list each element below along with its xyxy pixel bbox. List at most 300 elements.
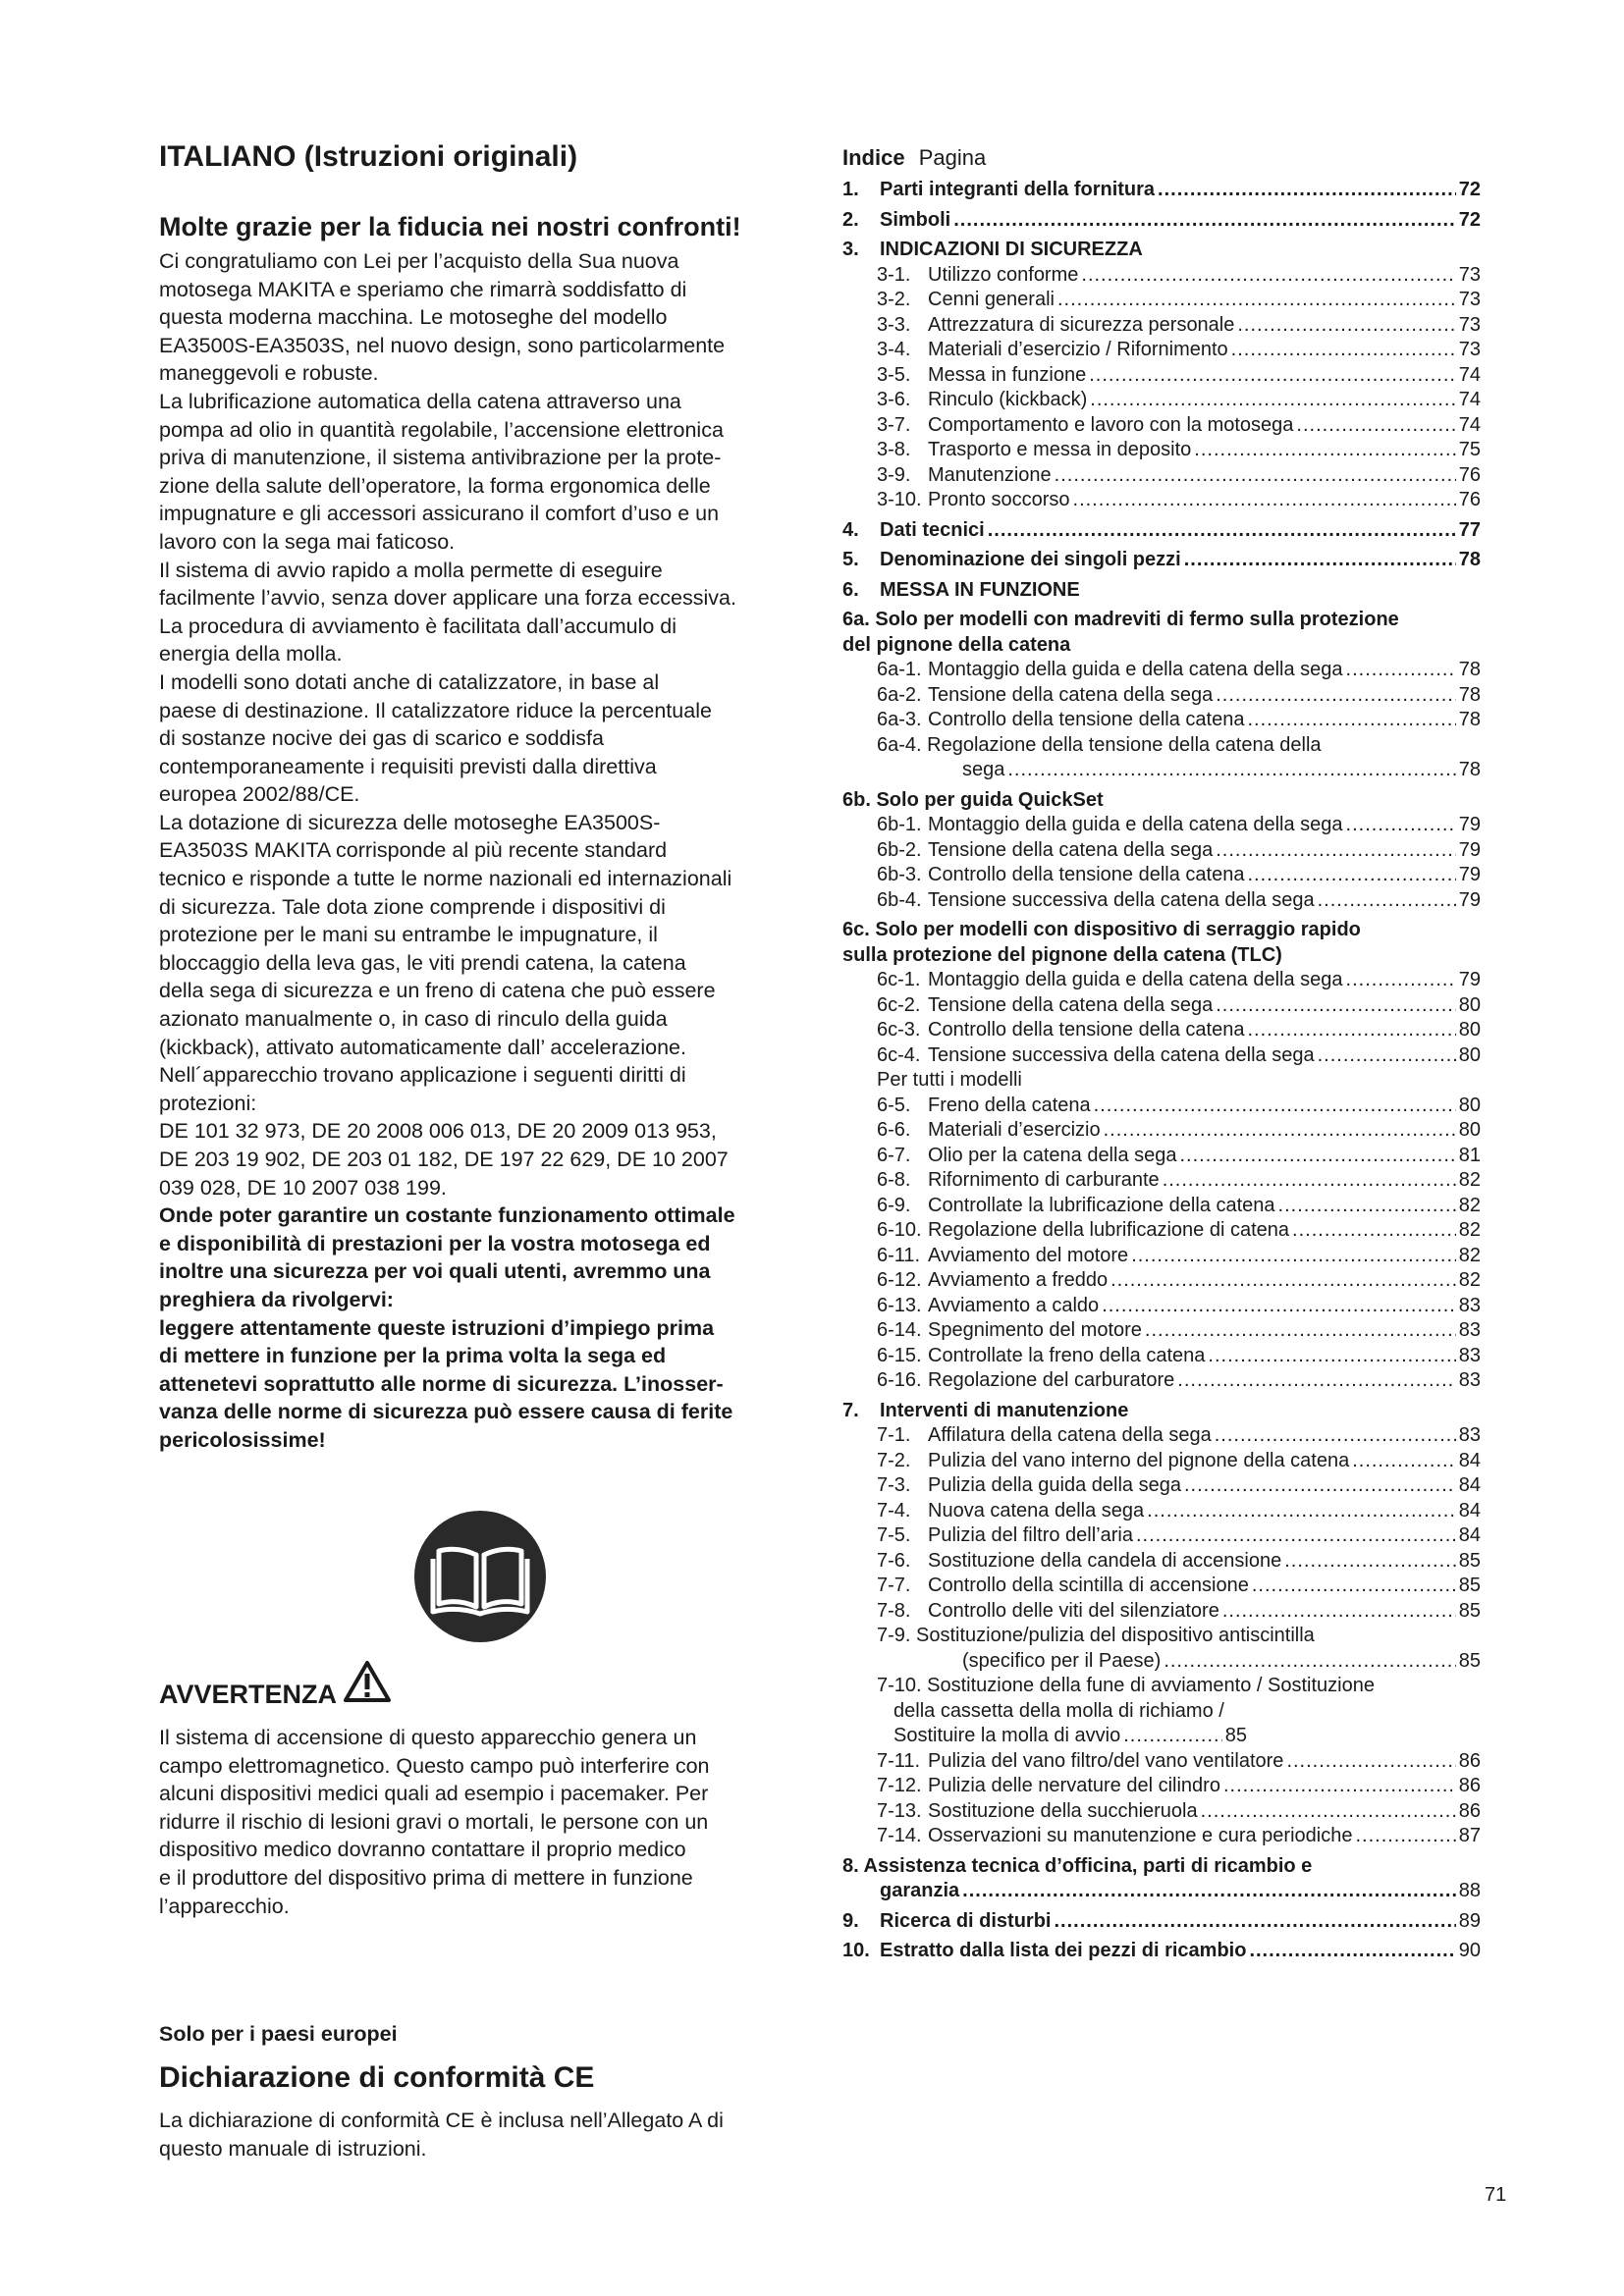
toc-page: 85 xyxy=(1458,1599,1481,1622)
toc-text: Spegnimento del motore xyxy=(928,1319,1142,1341)
text-line: priva di manutenzione, il sistema antivibrazione per la prote- xyxy=(159,446,722,470)
toc-leader xyxy=(1247,863,1455,888)
toc-entry[interactable] xyxy=(842,1523,1481,1549)
toc-leader xyxy=(1286,1749,1455,1775)
toc-entry[interactable] xyxy=(842,1423,1481,1449)
toc-page: 79 xyxy=(1458,814,1481,835)
toc-leader xyxy=(1110,1268,1456,1294)
toc-section[interactable] xyxy=(842,578,1481,604)
toc-page: 86 xyxy=(1458,1775,1481,1796)
page-number: 71 xyxy=(1485,2184,1507,2206)
toc-entry[interactable] xyxy=(842,178,1481,203)
text-line: dispositivo medico dovranno contattare il proprio medico xyxy=(159,1838,686,1862)
toc-entry[interactable] xyxy=(842,1499,1481,1524)
toc-entry[interactable] xyxy=(842,413,1481,439)
toc-text: della cassetta della molla di richiamo / xyxy=(893,1699,1224,1722)
toc-text: 6a. Solo per modelli con madreviti di fermo sulla protezione xyxy=(842,609,1399,630)
toc-text: Controllo della scintilla di accensione xyxy=(928,1575,1249,1596)
toc-num: 9. xyxy=(842,1909,859,1932)
text-line: di sicurezza. Tale dota zione comprende i dispositivi di xyxy=(159,894,666,919)
toc-num: 7-13. xyxy=(877,1799,922,1822)
toc-entry[interactable] xyxy=(842,683,1481,709)
toc-entry[interactable] xyxy=(842,1094,1481,1119)
toc-num: 6-10. xyxy=(877,1219,922,1241)
toc-page: 83 xyxy=(1458,1319,1481,1341)
toc-section-6c[interactable] xyxy=(842,918,1481,968)
toc-entry[interactable] xyxy=(842,813,1481,838)
toc-page: 83 xyxy=(1458,1294,1481,1316)
toc-num: 10. xyxy=(842,1940,870,1961)
toc-leader xyxy=(1163,1168,1456,1194)
toc-text: Trasporto e messa in deposito xyxy=(928,439,1192,460)
toc-page: 86 xyxy=(1458,1749,1481,1772)
toc-page: 84 xyxy=(1458,1499,1481,1522)
text-line: zione della salute dell’operatore, la forma ergonomica delle xyxy=(159,473,711,498)
toc-num: 7-7. xyxy=(877,1575,911,1596)
toc-num: 6c-4. xyxy=(877,1043,921,1066)
toc-page: 80 xyxy=(1458,993,1481,1016)
toc-leader xyxy=(1284,1549,1456,1575)
toc-leader xyxy=(1184,1473,1456,1499)
toc-num: 7-11. xyxy=(877,1749,921,1772)
text-line: La dichiarazione di conformità CE è inclusa nell’Allegato A di xyxy=(159,2109,724,2132)
toc-text: Controllate la freno della catena xyxy=(928,1344,1206,1366)
toc-page: 78 xyxy=(1458,659,1481,680)
toc-num: 2. xyxy=(842,208,859,231)
toc-page: 85 xyxy=(1224,1725,1247,1746)
toc-page: 82 xyxy=(1458,1244,1481,1266)
toc-num: 3-9. xyxy=(877,463,911,486)
toc-num: 3-7. xyxy=(877,413,911,436)
toc-page: 79 xyxy=(1458,838,1481,861)
text-line: pompa ad olio in quantità regolabile, l’accensione elettronica xyxy=(159,417,724,442)
toc-section[interactable] xyxy=(842,238,1481,263)
text-line: (kickback), attivato automaticamente dall’ accelerazione. xyxy=(159,1035,686,1059)
toc-entry[interactable] xyxy=(842,758,1481,783)
toc-entry[interactable] xyxy=(842,1168,1481,1194)
toc-page: 74 xyxy=(1458,363,1481,386)
toc-text[interactable]: 7-9. Sostituzione/pulizia del dispositivo antiscintilla xyxy=(877,1625,1315,1646)
toc-num: 1. xyxy=(842,179,859,200)
read-manual-icon xyxy=(413,1510,547,1643)
toc-leader xyxy=(1346,968,1456,993)
toc-text: Tensione della catena della sega xyxy=(928,683,1214,706)
toc-text: Materiali d’esercizio / Rifornimento xyxy=(928,339,1228,360)
toc-num: 7. xyxy=(842,1399,859,1421)
toc-leader xyxy=(1292,1218,1456,1244)
toc-entry[interactable] xyxy=(842,1318,1481,1344)
toc-text: Regolazione del carburatore xyxy=(928,1369,1175,1391)
text-line: questa moderna macchina. Le motoseghe del modello xyxy=(159,305,668,330)
toc-leader xyxy=(1215,1423,1456,1449)
toc-leader xyxy=(1164,1649,1455,1675)
toc-leader xyxy=(1184,548,1456,573)
text-line: tecnico e risponde a tutte le norme nazionali ed internazionali xyxy=(159,867,732,891)
toc-page: 75 xyxy=(1458,439,1481,460)
text-line: protezione per le mani su entrambe le impugnature, il xyxy=(159,923,658,947)
toc-text: Tensione della catena della sega xyxy=(928,993,1214,1016)
toc-num: 5. xyxy=(842,549,859,570)
toc-page: 86 xyxy=(1458,1799,1481,1822)
text-line: azionato manualmente o, in caso di rinculo della guida xyxy=(159,1007,668,1032)
toc-page: 84 xyxy=(1458,1449,1481,1471)
toc-page: 79 xyxy=(1458,888,1481,911)
toc-entry[interactable] xyxy=(842,1939,1481,1964)
toc-text: Comportamento e lavoro con la motosega xyxy=(928,413,1294,436)
text-line: paese di destinazione. Il catalizzatore riduce la percentuale xyxy=(159,698,712,722)
text-line: EA3500S-EA3503S, nel nuovo design, sono particolarmente xyxy=(159,333,726,357)
toc-num: 6a-1. xyxy=(877,659,922,680)
toc-text: Avviamento del motore xyxy=(928,1244,1129,1266)
toc-num: 3-6. xyxy=(877,389,911,410)
toc-page: 76 xyxy=(1458,463,1481,486)
toc-leader xyxy=(1216,993,1456,1019)
toc-entry[interactable] xyxy=(842,388,1481,413)
toc-entry[interactable] xyxy=(842,1268,1481,1294)
toc-num: 7-14. xyxy=(877,1825,922,1846)
toc-section-6b[interactable]: 6b. Solo per guida QuickSet xyxy=(842,788,1104,811)
toc-text: Parti integranti della fornitura xyxy=(880,179,1156,200)
toc-index-label: Indice xyxy=(842,145,905,170)
toc-entry[interactable] xyxy=(842,1909,1481,1935)
toc-entry[interactable] xyxy=(842,1018,1481,1043)
toc-leader xyxy=(1089,363,1456,389)
toc-entry[interactable] xyxy=(842,1879,1481,1904)
text-line: facilmente l’avvio, senza dover applicare una forza eccessiva. xyxy=(159,586,736,611)
toc-page: 90 xyxy=(1458,1940,1481,1961)
toc-num: 6-12. xyxy=(877,1269,922,1291)
toc-leader xyxy=(1090,388,1455,413)
toc-leader xyxy=(1318,1043,1456,1069)
toc-entry[interactable] xyxy=(842,1294,1481,1319)
toc-text: Pulizia del vano filtro/del vano ventilatore xyxy=(928,1749,1284,1772)
warning-text xyxy=(159,1724,797,1920)
toc-text: Avviamento a caldo xyxy=(928,1294,1100,1316)
toc-entry[interactable] xyxy=(842,288,1481,313)
toc-text: Montaggio della guida e della catena della sega xyxy=(928,659,1343,680)
thanks-heading: Molte grazie per la fiducia nei nostri confronti! xyxy=(159,212,741,241)
toc-leader xyxy=(1222,1599,1456,1625)
text-line: campo elettromagnetico. Questo campo può interferire con xyxy=(159,1753,710,1778)
toc-text: Sostituire la molla di avvio xyxy=(893,1725,1121,1746)
toc-entry[interactable] xyxy=(842,263,1481,289)
intro-text xyxy=(159,247,797,1201)
text-line: La lubrificazione automatica della catena attraverso una xyxy=(159,389,681,413)
toc-text: Ricerca di disturbi xyxy=(880,1909,1052,1932)
toc-leader xyxy=(1055,1909,1456,1935)
toc-entry[interactable] xyxy=(842,363,1481,389)
ce-text xyxy=(159,2107,797,2163)
toc-num: 6-8. xyxy=(877,1169,911,1191)
toc-leader xyxy=(1136,1523,1456,1549)
toc-text: Pulizia del vano interno del pignone della catena xyxy=(928,1449,1350,1471)
toc-text: Regolazione della lubrificazione di catena xyxy=(928,1219,1290,1241)
toc-entry[interactable] xyxy=(842,968,1481,993)
warning-heading xyxy=(159,1660,392,1710)
ce-heading: Dichiarazione di conformità CE xyxy=(159,2061,595,2094)
toc-leader xyxy=(1355,1824,1455,1849)
toc-page: 72 xyxy=(1458,179,1481,200)
toc-entry[interactable] xyxy=(842,1824,1481,1849)
toc-text: Utilizzo conforme xyxy=(928,263,1079,286)
text-line: inoltre una sicurezza per voi quali utenti, avremmo una xyxy=(159,1259,711,1284)
toc-entry[interactable] xyxy=(842,838,1481,864)
toc-leader xyxy=(1247,1018,1455,1043)
toc-num: 3-2. xyxy=(877,289,911,310)
toc-num: 6-7. xyxy=(877,1144,911,1166)
toc-entry[interactable] xyxy=(842,463,1481,489)
toc-page: 79 xyxy=(1458,969,1481,990)
toc-page: 83 xyxy=(1458,1369,1481,1391)
text-line: DE 203 19 902, DE 203 01 182, DE 197 22 629, DE 10 2007 xyxy=(159,1148,729,1171)
toc-text: Montaggio della guida e della catena della sega xyxy=(928,969,1343,990)
toc-page: 73 xyxy=(1458,289,1481,310)
text-line: attenetevi soprattutto alle norme di sicurezza. L’inosser- xyxy=(159,1371,724,1396)
toc-section-8[interactable] xyxy=(842,1854,1481,1880)
toc-num: 6-14. xyxy=(877,1319,922,1341)
toc-entry[interactable] xyxy=(842,1194,1481,1219)
toc-page: 81 xyxy=(1458,1144,1481,1166)
toc-page: 80 xyxy=(1458,1119,1481,1141)
toc-num: 7-5. xyxy=(877,1524,911,1546)
toc-entry[interactable] xyxy=(842,1118,1481,1144)
text-line: Ci congratuliamo con Lei per l’acquisto della Sua nuova xyxy=(159,249,679,273)
toc-entry[interactable] xyxy=(842,313,1481,339)
toc-page: 84 xyxy=(1458,1524,1481,1546)
toc-entry[interactable] xyxy=(842,1749,1481,1775)
toc-text: Pulizia delle nervature del cilindro xyxy=(928,1775,1220,1796)
text-line: della sega di sicurezza e un freno di catena che può essere xyxy=(159,979,716,1003)
toc-leader xyxy=(1180,1144,1456,1169)
toc-num: 6b-2. xyxy=(877,838,922,861)
toc-entry[interactable] xyxy=(842,1574,1481,1599)
toc-num: 3. xyxy=(842,239,859,260)
toc-num: 6c-2. xyxy=(877,993,921,1016)
toc-leader xyxy=(1252,1574,1456,1599)
toc-text: Pulizia della guida della sega xyxy=(928,1474,1181,1496)
toc-text: Tensione successiva della catena della sega xyxy=(928,1043,1315,1066)
toc-text: Montaggio della guida e della catena della sega xyxy=(928,814,1343,835)
toc-entry[interactable] xyxy=(842,488,1481,513)
toc-entry[interactable] xyxy=(842,1774,1481,1799)
text-line: questo manuale di istruzioni. xyxy=(159,2136,427,2161)
toc-num: 6a-3. xyxy=(877,709,922,730)
toc-entry[interactable] xyxy=(842,658,1481,683)
text-line: I modelli sono dotati anche di catalizzatore, in base al xyxy=(159,669,660,694)
text-line: impugnature e gli accessori assicurano il comfort d’uso e un xyxy=(159,502,720,526)
toc-num: 3-3. xyxy=(877,313,911,336)
toc-leader xyxy=(1278,1194,1456,1219)
toc-num: 6b-1. xyxy=(877,814,922,835)
toc-text: Tensione successiva della catena della sega xyxy=(928,888,1315,911)
toc-text: sega xyxy=(962,759,1005,780)
left-column xyxy=(159,137,797,2161)
toc-text: Pulizia del filtro dell’aria xyxy=(928,1524,1133,1546)
toc-leader xyxy=(1073,488,1456,513)
toc-section-6a[interactable] xyxy=(842,608,1481,658)
text-line: Il sistema di avvio rapido a molla permette di eseguire xyxy=(159,558,663,582)
toc-page: 83 xyxy=(1458,1424,1481,1446)
text-line: ridurre il rischio di lesioni gravi o mortali, le persone con un xyxy=(159,1809,709,1834)
toc-text: Dati tecnici xyxy=(880,518,985,541)
toc-num: 7-12. xyxy=(877,1775,922,1796)
toc-leader xyxy=(1123,1724,1222,1749)
toc-entry[interactable] xyxy=(842,1449,1481,1474)
toc-leader xyxy=(962,1879,1456,1904)
text-line: motosega MAKITA e speriamo che rimarrà soddisfatto di xyxy=(159,277,687,301)
toc-text: 8. Assistenza tecnica d’officina, parti di ricambio e xyxy=(842,1854,1313,1877)
toc-num: 6-15. xyxy=(877,1344,922,1366)
toc-entry[interactable] xyxy=(842,888,1481,914)
toc-num: 7-8. xyxy=(877,1599,911,1622)
toc-text: Tensione della catena della sega xyxy=(928,838,1214,861)
toc-entry[interactable] xyxy=(842,1549,1481,1575)
toc-entry[interactable] xyxy=(842,863,1481,888)
toc-page: 78 xyxy=(1458,549,1481,570)
toc-num: 4. xyxy=(842,518,859,541)
toc-leader xyxy=(1158,178,1456,203)
toc-text: Estratto dalla lista dei pezzi di ricambio xyxy=(880,1940,1247,1961)
toc-text: Nuova catena della sega xyxy=(928,1499,1145,1522)
toc-entry[interactable] xyxy=(842,1473,1481,1499)
toc-entry[interactable] xyxy=(842,1368,1481,1394)
text-line: alcuni dispositivi medici quali ad esempio i pacemaker. Per xyxy=(159,1782,709,1806)
toc-num: 6c-1. xyxy=(877,969,921,990)
text-line: leggere attentamente queste istruzioni d’impiego prima xyxy=(159,1315,715,1340)
toc-num: 3-10. xyxy=(877,489,922,510)
toc-leader xyxy=(953,208,1456,234)
toc-page: 76 xyxy=(1458,489,1481,510)
toc-page: 89 xyxy=(1458,1909,1481,1932)
toc-leader xyxy=(1223,1774,1456,1799)
toc-leader xyxy=(1346,658,1456,683)
toc-page-label: Pagina xyxy=(918,145,987,170)
toc-page: 73 xyxy=(1458,339,1481,360)
toc-page: 80 xyxy=(1458,1043,1481,1066)
toc-page: 85 xyxy=(1458,1649,1481,1672)
toc-entry[interactable] xyxy=(842,518,1481,544)
toc-entry[interactable] xyxy=(842,438,1481,463)
warning-title: AVVERTENZA xyxy=(159,1680,338,1709)
text-line: Nell´apparecchio trovano applicazione i seguenti diritti di xyxy=(159,1063,686,1088)
toc-entry[interactable] xyxy=(842,548,1481,573)
toc-entry[interactable] xyxy=(842,1144,1481,1169)
toc-leader xyxy=(1346,813,1456,838)
toc-leader xyxy=(988,518,1456,544)
text-line: l’apparecchio. xyxy=(159,1894,290,1918)
toc-num: 6-5. xyxy=(877,1094,911,1116)
toc-num: 7-1. xyxy=(877,1424,911,1446)
toc-page: 80 xyxy=(1458,1019,1481,1041)
toc-page: 85 xyxy=(1458,1549,1481,1572)
toc-text: Controllo delle viti del silenziatore xyxy=(928,1599,1219,1622)
toc-num: 3-1. xyxy=(877,263,911,286)
bold-notice xyxy=(159,1201,797,1454)
toc-text: Controllate la lubrificazione della catena xyxy=(928,1194,1275,1216)
toc-text: MESSA IN FUNZIONE xyxy=(880,578,1080,601)
toc-text: del pignone della catena xyxy=(842,633,1071,656)
text-line: bloccaggio della leva gas, le viti prendi catena, la catena xyxy=(159,950,686,975)
toc-num: 6b-4. xyxy=(877,888,922,911)
eu-only-label: Solo per i paesi europei xyxy=(159,2022,398,2046)
table-of-contents xyxy=(842,143,1481,1964)
toc-leader xyxy=(1147,1499,1456,1524)
text-line: e disponibilità di prestazioni per la vostra motosega ed xyxy=(159,1231,711,1255)
toc-leader xyxy=(1131,1244,1456,1269)
toc-leader xyxy=(1216,838,1456,864)
toc-text: Messa in funzione xyxy=(928,363,1087,386)
text-line: lavoro con la sega mai faticoso. xyxy=(159,529,456,554)
toc-entry[interactable] xyxy=(842,1344,1481,1369)
toc-entry[interactable] xyxy=(842,1599,1481,1625)
toc-page: 79 xyxy=(1458,864,1481,885)
text-line: pericolosissime! xyxy=(159,1427,326,1452)
text-line: Onde poter garantire un costante funzionamento ottimale xyxy=(159,1203,735,1228)
toc-text: Manutenzione xyxy=(928,463,1052,486)
toc-num: 6-9. xyxy=(877,1194,911,1216)
toc-entry[interactable] xyxy=(842,1218,1481,1244)
toc-num: 7-3. xyxy=(877,1474,911,1496)
toc-text: Controllo della tensione della catena xyxy=(928,864,1245,885)
toc-leader xyxy=(1104,1118,1456,1144)
toc-page: 82 xyxy=(1458,1194,1481,1216)
toc-text[interactable]: 7-10. Sostituzione della fune di avviamento / Sostituzione xyxy=(877,1675,1375,1696)
toc-num: 6b-3. xyxy=(877,864,922,885)
toc-page: 77 xyxy=(1458,518,1481,541)
toc-entry[interactable] xyxy=(842,1649,1481,1675)
toc-page: 78 xyxy=(1458,683,1481,706)
toc-entry[interactable] xyxy=(842,1724,1247,1749)
toc-entry[interactable] xyxy=(842,993,1481,1019)
toc-text: Osservazioni su manutenzione e cura periodiche xyxy=(928,1825,1353,1846)
toc-entry[interactable] xyxy=(842,1244,1481,1269)
toc-header xyxy=(842,143,1481,178)
toc-text: Olio per la catena della sega xyxy=(928,1144,1177,1166)
toc-text: Pronto soccorso xyxy=(928,489,1070,510)
toc-page: 82 xyxy=(1458,1169,1481,1191)
toc-leader xyxy=(1247,708,1455,733)
toc-text: 6c. Solo per modelli con dispositivo di serraggio rapido xyxy=(842,919,1361,940)
text-line: vanza delle norme di sicurezza può essere causa di ferite xyxy=(159,1400,733,1424)
toc-page: 72 xyxy=(1458,208,1481,231)
text-line: La procedura di avviamento è facilitata dall’accumulo di xyxy=(159,614,677,638)
toc-entry[interactable] xyxy=(842,208,1481,234)
text-line: La dotazione di sicurezza delle motoseghe EA3500S- xyxy=(159,810,661,834)
toc-num: 3-5. xyxy=(877,363,911,386)
toc-entry[interactable] xyxy=(842,338,1481,363)
toc-section[interactable] xyxy=(842,1399,1481,1424)
toc-leader xyxy=(1081,263,1455,289)
text-line: e il produttore del dispositivo prima di mettere in funzione xyxy=(159,1865,693,1890)
toc-text: Controllo della tensione della catena xyxy=(928,709,1245,730)
toc-text: Attrezzatura di sicurezza personale xyxy=(928,313,1235,336)
toc-entry[interactable] xyxy=(842,1799,1481,1825)
toc-entry[interactable] xyxy=(842,1043,1481,1069)
language-title: ITALIANO (Istruzioni originali) xyxy=(159,140,578,173)
toc-leader xyxy=(1094,1094,1456,1119)
toc-text[interactable]: 6a-4. Regolazione della tensione della catena della xyxy=(877,733,1322,756)
text-line: energia della molla. xyxy=(159,642,343,667)
toc-text: Sostituzione della succhieruola xyxy=(928,1799,1198,1822)
toc-num: 7-2. xyxy=(877,1449,911,1471)
text-line: contemporaneamente i requisiti previsti dalla direttiva xyxy=(159,754,657,778)
toc-leader xyxy=(1216,683,1456,709)
toc-num: 6a-2. xyxy=(877,683,922,706)
toc-text: (specifico per il Paese) xyxy=(962,1649,1162,1672)
toc-entry[interactable] xyxy=(842,708,1481,733)
text-line: preghiera da rivolgervi: xyxy=(159,1287,394,1311)
toc-leader xyxy=(1208,1344,1455,1369)
